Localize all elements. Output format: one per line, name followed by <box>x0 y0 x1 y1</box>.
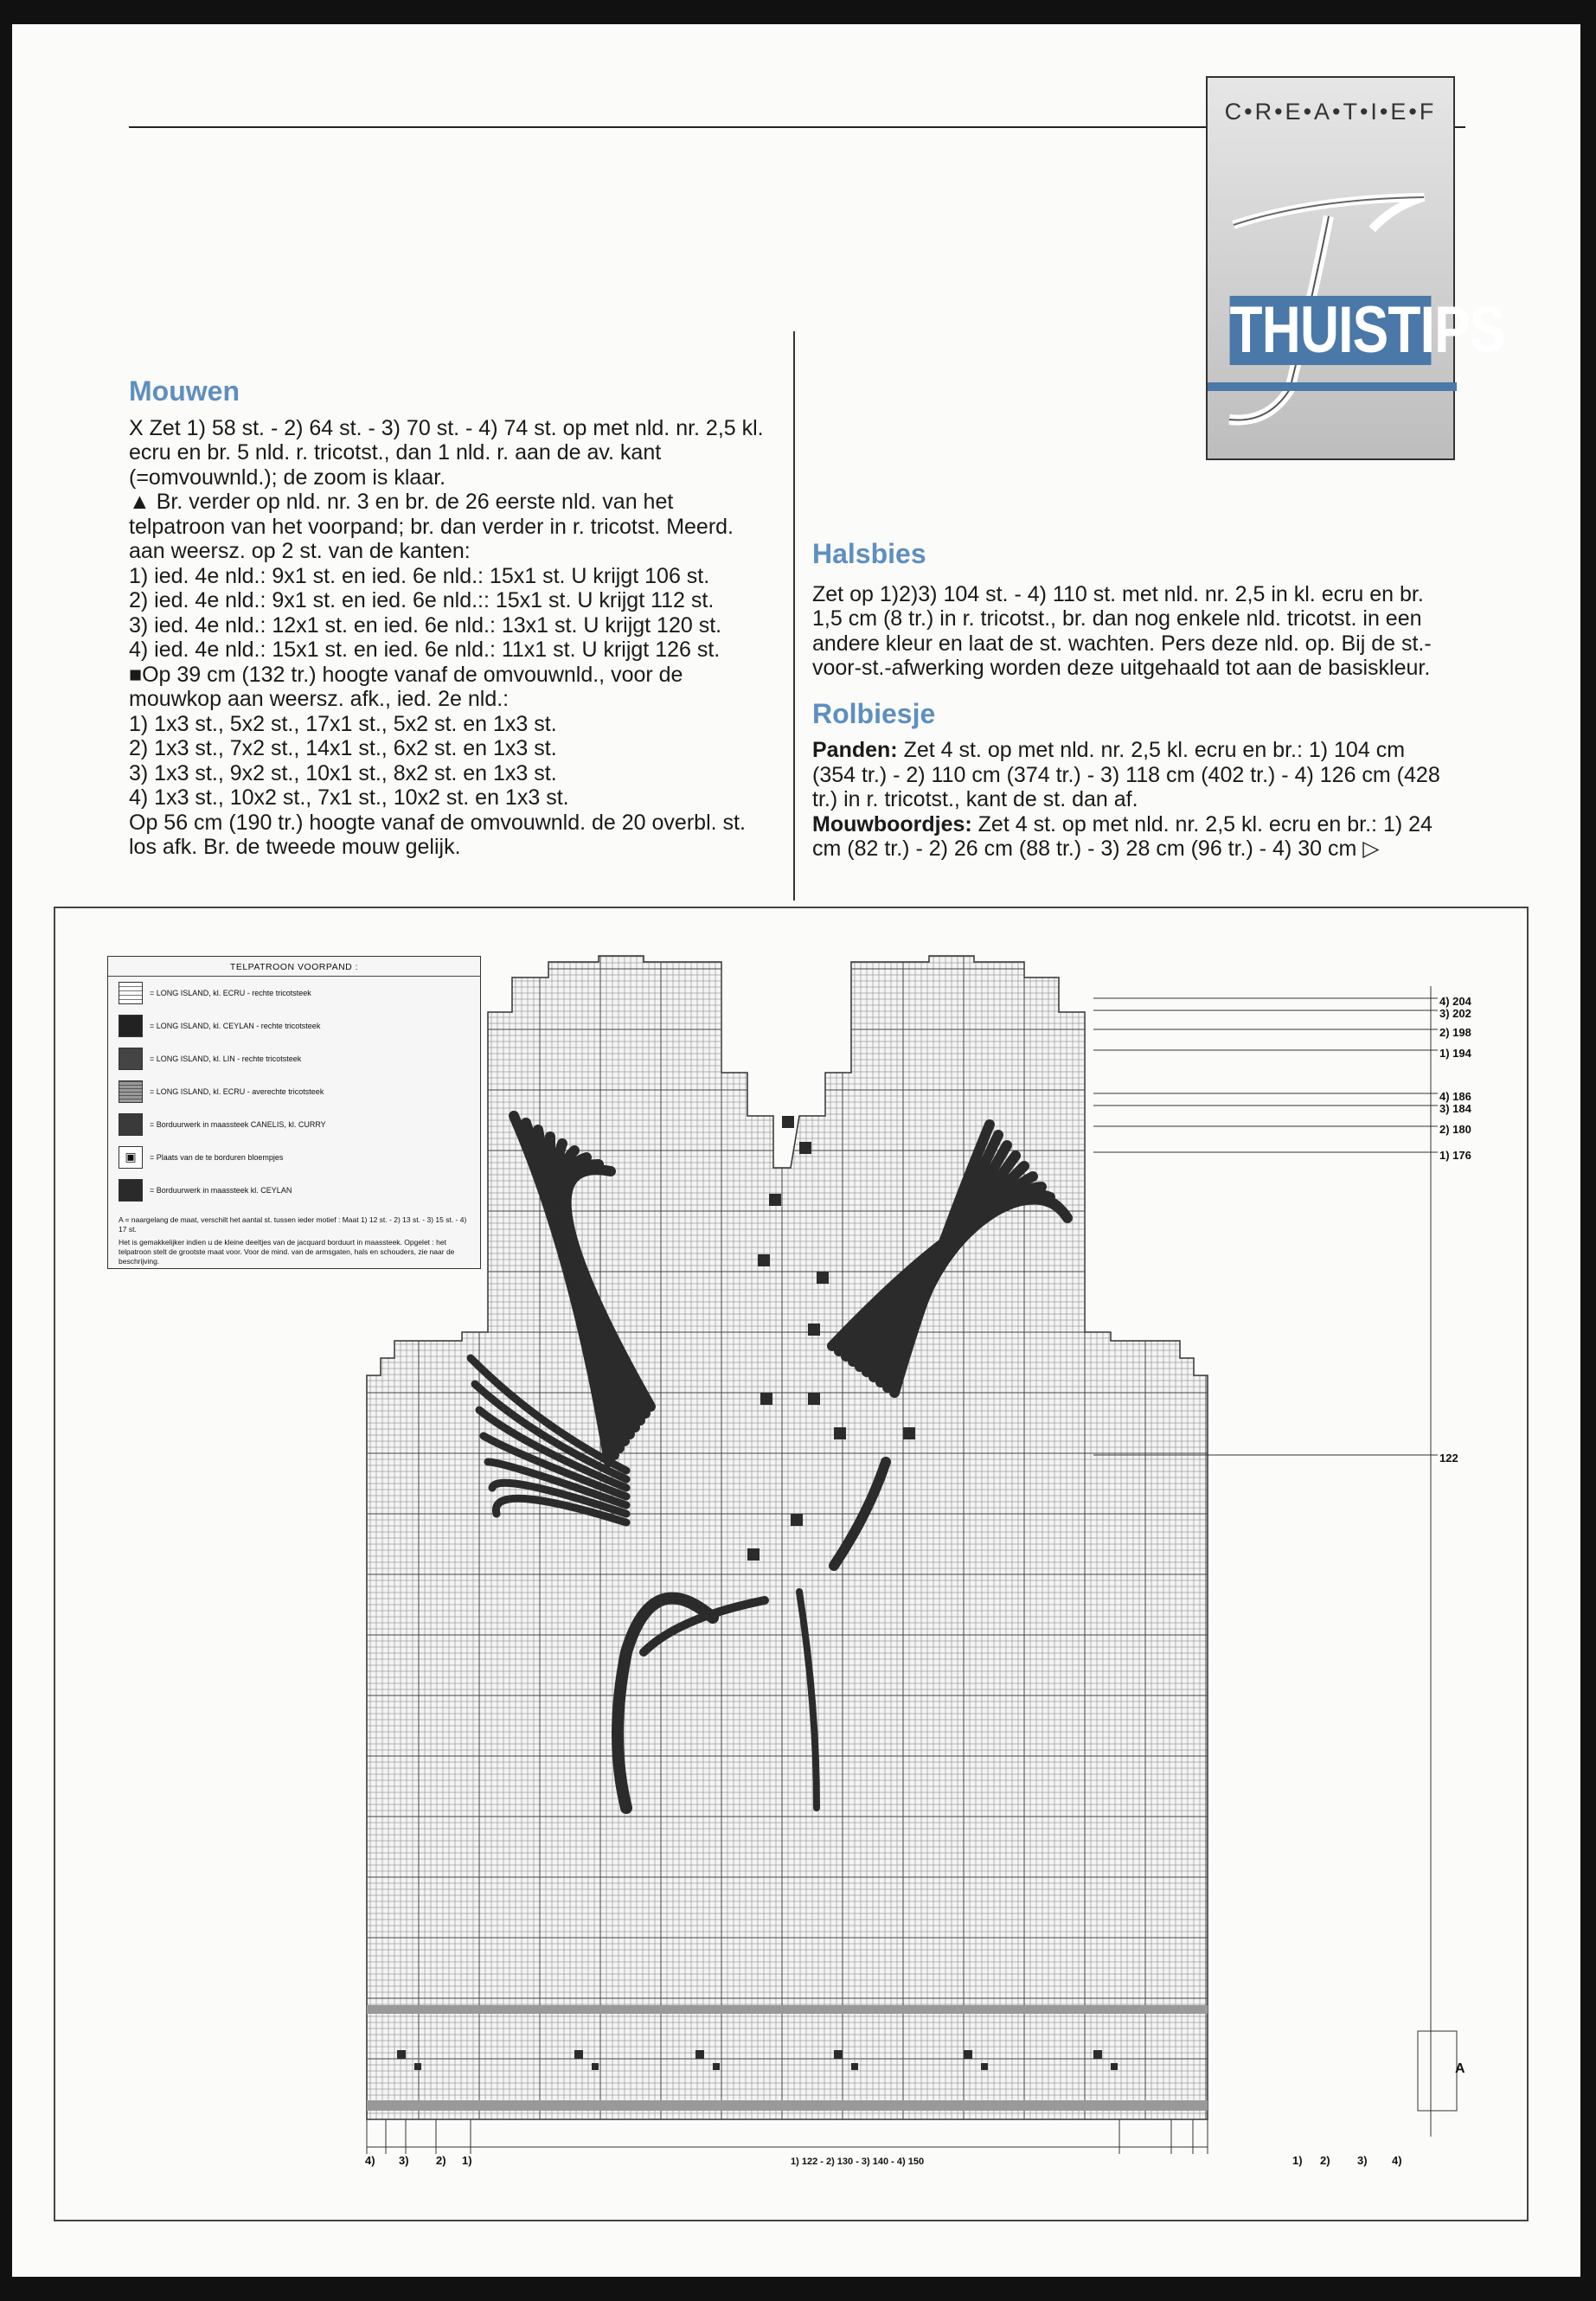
flower-marker-icon: ▣ <box>119 1146 143 1169</box>
logo-monogram-icon <box>1208 78 1505 462</box>
flower-block <box>817 1272 829 1284</box>
legend-item: = Borduurwerk in maassteek CANELIS, kl. CURRY <box>108 1108 480 1141</box>
legend-item: ▣ = Plaats van de te borduren bloempjes <box>108 1141 480 1174</box>
rolbiesje-panden <box>812 738 1448 812</box>
legend-note-a: A = naargelang de maat, verschilt het aantal st. tussen ieder motief : Maat 1) 12 st. - 2) 13 st. - 3) 15 st. - 4) 17 st. <box>119 1215 467 1234</box>
ceylan-embroidery-swatch-icon <box>119 1179 143 1202</box>
motif-marker <box>851 2063 858 2070</box>
legend-item: = LONG ISLAND, kl. CEYLAN - rechte tricotsteek <box>108 1009 480 1042</box>
panden-text: Zet 4 st. op met nld. nr. 2,5 kl. ecru en br.: 1) 104 cm (354 tr.) - 2) 110 cm (374 tr.) - 3) 118 cm (402 tr.) - 4) 126 cm (428 tr.) in r. tricotst., kant de st. dan af. <box>812 738 1440 811</box>
flower-block <box>758 1254 770 1266</box>
mouwen-inc-1: 1) ied. 4e nld.: 9x1 st. en ied. 6e nld.: 15x1 st. U krijgt 106 st. <box>129 563 710 588</box>
motif-marker <box>414 2063 421 2070</box>
bottom-size-label: 4) <box>1392 2154 1402 2167</box>
mouwen-inc-4: 4) ied. 4e nld.: 15x1 st. en ied. 6e nld.: 11x1 st. U krijgt 126 st. <box>129 638 721 662</box>
rib-band <box>367 2100 1208 2111</box>
mouwen-p3: ■Op 39 cm (132 tr.) hoogte vanaf de omvouwnld., voor de mouwkop aan weersz. afk., ied. 2e nld.: <box>129 662 683 711</box>
bottom-size-label: 1) <box>1292 2154 1303 2167</box>
chart-legend <box>107 956 481 1269</box>
legend-item: = LONG ISLAND, kl. LIN - rechte tricotsteek <box>108 1042 480 1075</box>
bottom-size-label: 2) <box>436 2154 446 2167</box>
motif-spacing-bracket <box>1418 2031 1457 2111</box>
legend-item: = Borduurwerk in maassteek kl. CEYLAN <box>108 1174 480 1207</box>
logo-letters: C•R•E•A•T•I•E•F <box>1224 99 1437 125</box>
mouwen-dec-2: 2) 1x3 st., 7x2 st., 14x1 st., 6x2 st. en 1x3 st. <box>129 736 557 760</box>
ecru-swatch-icon <box>119 982 143 1004</box>
flower-block <box>782 1116 794 1128</box>
flower-block <box>834 1427 846 1439</box>
motif-spacing-label: A <box>1455 2061 1465 2076</box>
mouwen-p1: X Zet 1) 58 st. - 2) 64 st. - 3) 70 st. - 4) 74 st. op met nld. nr. 2,5 kl. ecru en br. 5 nld. r. tricotst., dan 1 nld. r. aan de av. kant (=omvouwnld.); de zoom is klaar. <box>129 415 764 490</box>
mouwen-inc-3: 3) ied. 4e nld.: 12x1 st. en ied. 6e nld.: 13x1 st. U krijgt 120 st. <box>129 612 722 638</box>
flower-block <box>808 1393 820 1405</box>
mouwen-section <box>129 375 773 860</box>
flower-block <box>747 1548 760 1561</box>
motif-marker <box>1111 2063 1118 2070</box>
legend-item: = LONG ISLAND, kl. ECRU - rechte tricotsteek <box>108 977 480 1009</box>
size-label: 3) 184 <box>1439 1102 1471 1115</box>
bottom-size-label: 3) <box>1357 2154 1368 2167</box>
rolbiesje-heading: Rolbiesje <box>812 697 936 729</box>
motif-marker <box>695 2050 704 2059</box>
motif-marker <box>834 2050 843 2059</box>
mouwen-heading: Mouwen <box>129 375 240 407</box>
rolbiesje-mouw <box>812 812 1448 862</box>
size-label: 1) 194 <box>1439 1047 1471 1060</box>
mouwen-dec-3: 3) 1x3 st., 9x2 st., 10x1 st., 8x2 st. en 1x3 st. <box>129 760 557 785</box>
flower-block <box>769 1194 781 1206</box>
flower-block <box>799 1142 811 1154</box>
bottom-size-label: 2) <box>1320 2154 1330 2167</box>
size-label: 122 <box>1439 1452 1458 1465</box>
curry-swatch-icon <box>119 1113 143 1136</box>
legend-title: TELPATROON VOORPAND : <box>108 957 480 977</box>
knitting-chart-box <box>54 907 1529 2221</box>
motif-marker <box>981 2063 988 2070</box>
panden-label: Panden: <box>812 738 898 762</box>
flower-block <box>808 1324 820 1336</box>
mouwen-dec-1: 1) 1x3 st., 5x2 st., 17x1 st., 5x2 st. en 1x3 st. <box>129 711 557 736</box>
motif-marker <box>964 2050 972 2059</box>
garment-major-grid <box>367 956 1208 2119</box>
right-column <box>812 538 1448 862</box>
size-label: 1) 176 <box>1439 1149 1471 1162</box>
size-label: 2) 198 <box>1439 1026 1471 1039</box>
thuistips-logo <box>1206 76 1505 460</box>
motif-marker <box>397 2050 406 2059</box>
flower-block <box>791 1514 803 1526</box>
bottom-size-label: 3) <box>399 2154 409 2167</box>
mouwboordjes-label: Mouwboordjes: <box>812 811 972 836</box>
mouwen-p2: ▲ Br. verder op nld. nr. 3 en br. de 26 eerste nld. van het telpatroon van het voorpand; br. dan verder in r. tricotst. Meerd. aan weersz. op 2 st. van de kanten: <box>129 490 734 563</box>
flower-block <box>860 1358 872 1370</box>
motif-marker <box>592 2063 599 2070</box>
motif-marker <box>713 2063 720 2070</box>
mouwen-dec-4: 4) 1x3 st., 10x2 st., 7x1 st., 10x2 st. en 1x3 st. <box>129 785 569 810</box>
motif-marker <box>1093 2050 1102 2059</box>
mouwen-p4: Op 56 cm (190 tr.) hoogte vanaf de omvouwnld. de 20 overbl. st. los afk. Br. de tweede mouw gelijk. <box>129 810 746 859</box>
flower-block <box>760 1393 772 1405</box>
flower-block <box>903 1427 915 1439</box>
legend-note: Het is gemakkelijker indien u de kleine deeltjes van de jacquard borduurt in maassteek. Opgelet : het telpatroon stelt de grootste maat voor. Voor de mind. van de armsgaten, hals en schouders, zie naar de beschrijving. <box>119 1238 455 1266</box>
page <box>12 24 1580 2277</box>
legend-item: = LONG ISLAND, kl. ECRU - averechte tricotsteek <box>108 1075 480 1108</box>
stitch-count-label: 1) 122 - 2) 130 - 3) 140 - 4) 150 <box>791 2157 925 2167</box>
lin-swatch-icon <box>119 1048 143 1070</box>
rib-band <box>367 2005 1208 2014</box>
bottom-size-label: 4) <box>365 2154 375 2167</box>
size-label: 4) 204 <box>1439 995 1471 1008</box>
mouwen-inc-2: 2) ied. 4e nld.: 9x1 st. en ied. 6e nld.:: 15x1 st. U krijgt 112 st. <box>129 588 715 612</box>
size-label: 3) 202 <box>1439 1007 1471 1020</box>
motif-marker <box>574 2050 583 2059</box>
ceylan-swatch-icon <box>119 1015 143 1037</box>
halsbies-heading: Halsbies <box>812 538 926 569</box>
mouwboordjes-text: Zet 4 st. op met nld. nr. 2,5 kl. ecru en br.: 1) 24 cm (82 tr.) - 2) 26 cm (88 tr.) - 3) 28 cm (96 tr.) - 4) 30 cm ▷ <box>812 811 1433 861</box>
column-divider <box>793 331 795 901</box>
size-label: 4) 186 <box>1439 1090 1471 1103</box>
halsbies-text: Zet op 1)2)3) 104 st. - 4) 110 st. met nld. nr. 2,5 in kl. ecru en br. 1,5 cm (8 tr.) in r. tricotst., br. dan nog enkele nld. tricotst. in een andere kleur en laat de st. wachten. Pers deze nld. op. Bij de st.-voor-st.-afwerking worden deze uitgehaald tot aan de basiskleur. <box>812 581 1432 680</box>
bottom-size-label: 1) <box>462 2154 472 2167</box>
purl-swatch-icon <box>119 1080 143 1103</box>
flower-block <box>843 1341 855 1353</box>
logo-brand: THUISTIPS <box>1229 293 1505 367</box>
size-label: 2) 180 <box>1439 1123 1471 1136</box>
